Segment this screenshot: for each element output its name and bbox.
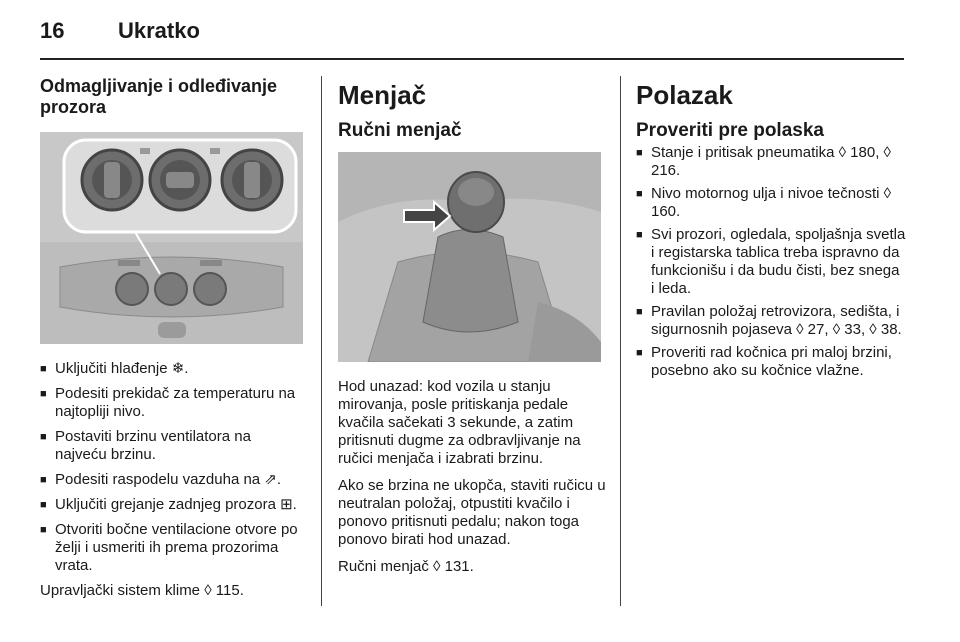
list-item: ■ Uključiti hlađenje ❄. bbox=[40, 360, 306, 378]
list-item: ■ Nivo motornog ulja i nivoe tečnosti ◊ 160. bbox=[636, 185, 906, 221]
paragraph: Ako se brzina ne ukopča, staviti ručicu u neutralan položaj, otpustiti kvačilo i ponovo pritisnuti pedalu; nakon toga ponovo birati hod unazad. bbox=[338, 477, 606, 548]
section-title-transmission: Menjač bbox=[338, 80, 427, 110]
column-starting bbox=[636, 76, 906, 385]
list-item: ■ Postaviti brzinu ventilatora na najveću brzinu. bbox=[40, 428, 306, 464]
list-item: ■ Podesiti raspodelu vazduha na ⇗. bbox=[40, 471, 306, 489]
column-transmission bbox=[338, 76, 606, 585]
section-title-starting: Polazak bbox=[636, 80, 733, 110]
subtitle-check-before-start: Proveriti pre polaska bbox=[636, 120, 824, 141]
list-item: ■ Svi prozori, ogledala, spoljašnja svetla i registarska tablica treba ispravno da funkcionišu i da budu čisti, bez snega i leda. bbox=[636, 226, 906, 298]
column-divider-2 bbox=[620, 76, 621, 606]
climate-control-figure bbox=[40, 132, 303, 344]
list-item: ■ Stanje i pritisak pneumatika ◊ 180, ◊ 216. bbox=[636, 144, 906, 180]
transmission-reference: Ručni menjač ◊ 131. bbox=[338, 558, 474, 575]
list-item: ■ Proveriti rad kočnica pri maloj brzini, posebno ako su kočnice vlažne. bbox=[636, 344, 906, 380]
section-title-defogging: Odmagljivanje i odleđivanje prozora bbox=[40, 76, 278, 117]
list-item: ■ Pravilan položaj retrovizora, sedišta, i sigurnosnih pojaseva ◊ 27, ◊ 33, ◊ 38. bbox=[636, 303, 906, 339]
subtitle-manual-transmission: Ručni menjač bbox=[338, 120, 462, 141]
header-rule bbox=[40, 58, 904, 60]
gear-lever-figure bbox=[338, 152, 601, 362]
page-number: 16 bbox=[40, 18, 65, 43]
paragraph: Hod unazad: kod vozila u stanju mirovanja, posle pritiskanja pedale kvačila sačekati 3 sekunde, a zatim pritisnuti dugme za odbravljivanje na ručici menjača i izabrati brzinu. bbox=[338, 378, 581, 467]
list-item: ■ Otvoriti bočne ventilacione otvore po želji i usmeriti ih prema prozorima vrata. bbox=[40, 521, 306, 575]
defogging-steps-list bbox=[40, 360, 306, 575]
chapter-title: Ukratko bbox=[118, 18, 200, 43]
climate-reference: Upravljački sistem klime ◊ 115. bbox=[40, 582, 244, 599]
pre-start-checklist bbox=[636, 144, 906, 380]
list-item: ■ Podesiti prekidač za temperaturu na najtopliji nivo. bbox=[40, 385, 306, 421]
list-item: ■ Uključiti grejanje zadnjeg prozora ⊞. bbox=[40, 496, 306, 514]
gear-lever-icon bbox=[338, 152, 601, 362]
column-defogging bbox=[40, 76, 306, 609]
column-divider-1 bbox=[321, 76, 322, 606]
climate-control-panel-icon bbox=[40, 132, 303, 344]
